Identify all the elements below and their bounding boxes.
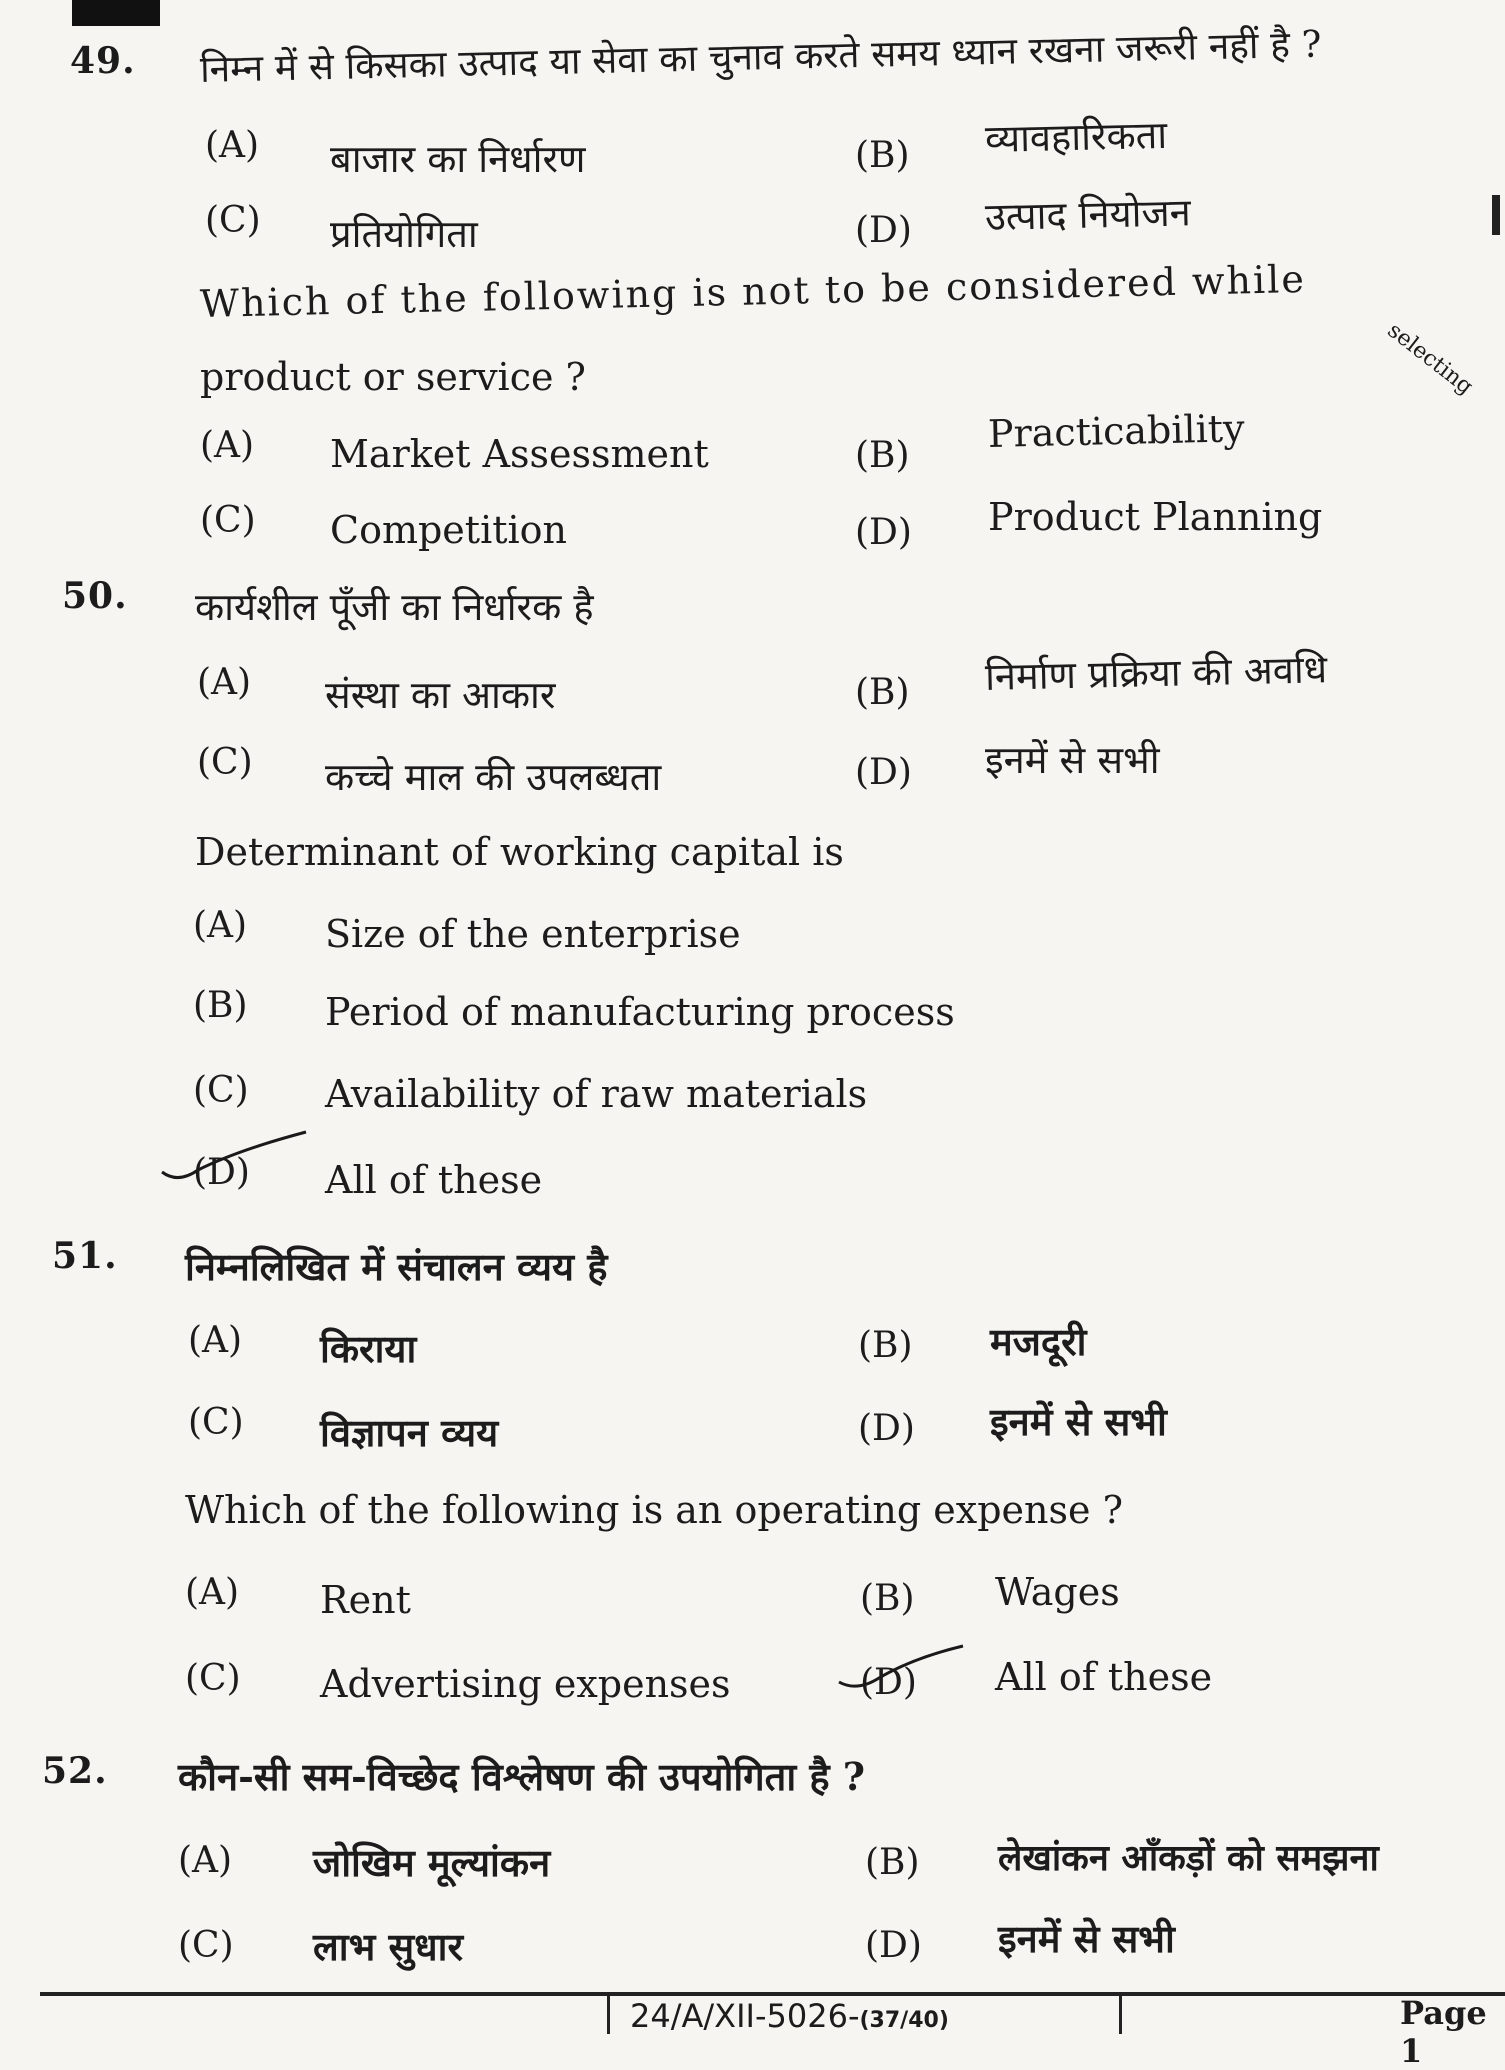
- option-english: Competition: [330, 508, 567, 552]
- option-label: (D): [860, 1662, 917, 1703]
- option-english: Advertising expenses: [320, 1662, 731, 1706]
- answer-tick-mark: [835, 1640, 965, 1700]
- option-label: (D): [855, 210, 912, 251]
- option-label: (B): [855, 672, 910, 713]
- option-label: (C): [200, 500, 256, 541]
- option-english: Availability of raw materials: [325, 1072, 868, 1116]
- option-label: (D): [858, 1408, 915, 1449]
- option-label: (C): [178, 1925, 234, 1966]
- option-label: (A): [200, 425, 255, 466]
- corner-mark: [72, 0, 160, 26]
- option-english: Size of the enterprise: [325, 912, 741, 956]
- option-hindi: निर्माण प्रक्रिया की अवधि: [984, 647, 1328, 699]
- paper-code: [607, 1996, 1122, 2034]
- option-english: Market Assessment: [330, 432, 709, 476]
- answer-tick-mark: [158, 1130, 308, 1190]
- option-label: (D): [865, 1925, 922, 1966]
- question-hindi: कौन-सी सम-विच्छेद विश्लेषण की उपयोगिता है ?: [178, 1754, 866, 1799]
- option-label: (B): [855, 435, 910, 476]
- option-hindi: संस्था का आकार: [325, 673, 556, 717]
- option-label: (D): [855, 752, 912, 793]
- option-label: (D): [855, 512, 912, 553]
- option-hindi: इनमें से सभी: [985, 738, 1160, 782]
- option-label: (A): [178, 1840, 233, 1881]
- option-hindi: विज्ञापन व्यय: [320, 1410, 499, 1455]
- page-number: Page 1: [1400, 1994, 1487, 2070]
- margin-mark: [1492, 195, 1500, 235]
- option-label: (B): [855, 135, 910, 176]
- option-label: (C): [197, 742, 253, 783]
- option-label: (A): [205, 125, 260, 166]
- option-label: (C): [188, 1402, 244, 1443]
- option-label: (C): [185, 1658, 241, 1699]
- option-english: Practicability: [987, 406, 1245, 456]
- question-english: product or service ?: [200, 355, 586, 399]
- question-hindi: कार्यशील पूँजी का निर्धारक है: [195, 585, 594, 629]
- option-hindi: इनमें से सभी: [990, 1399, 1167, 1444]
- option-hindi: इनमें से सभी: [998, 1916, 1175, 1961]
- option-hindi: प्रतियोगिता: [330, 212, 478, 256]
- option-english: All of these: [325, 1158, 543, 1202]
- option-english: All of these: [995, 1655, 1213, 1699]
- option-english: Rent: [320, 1578, 411, 1622]
- question-number: 49.: [70, 40, 136, 82]
- option-hindi: बाजार का निर्धारण: [330, 137, 586, 181]
- question-hindi: निम्नलिखित में संचालन व्यय है: [185, 1244, 608, 1289]
- paper-set: (37/40): [859, 2008, 949, 2033]
- question-english: Determinant of working capital is: [195, 830, 844, 874]
- question-number: 50.: [62, 575, 128, 617]
- question-number: 51.: [52, 1235, 118, 1277]
- option-label: (B): [865, 1842, 920, 1883]
- question-english: Which of the following is an operating expense ?: [185, 1488, 1123, 1532]
- option-english: Product Planning: [988, 495, 1323, 539]
- question-english-curled: selecting: [1382, 318, 1478, 400]
- question-number: 52.: [42, 1750, 108, 1792]
- option-label: (D): [193, 1152, 250, 1193]
- option-label: (B): [193, 985, 248, 1026]
- option-label: (A): [197, 662, 252, 703]
- option-hindi: मजदूरी: [990, 1319, 1087, 1364]
- question-english: Which of the following is not to be considered while: [199, 256, 1307, 326]
- question-hindi: निम्न में से किसका उत्पाद या सेवा का चुनाव करते समय ध्यान रखना जरूरी नहीं है ?: [199, 22, 1322, 91]
- option-hindi: लेखांकन आँकड़ों को समझना: [998, 1837, 1379, 1879]
- option-hindi: लाभ सुधार: [313, 1924, 463, 1969]
- option-label: (C): [193, 1070, 249, 1111]
- option-hindi: व्यावहारिकता: [984, 112, 1168, 161]
- option-label: (B): [860, 1578, 915, 1619]
- option-label: (A): [185, 1572, 240, 1613]
- option-label: (C): [205, 200, 261, 241]
- option-hindi: किराया: [320, 1326, 417, 1371]
- option-english: Period of manufacturing process: [325, 990, 955, 1034]
- paper-code-text: 24/A/XII-5026-: [630, 1997, 860, 2035]
- option-hindi: जोखिम मूल्यांकन: [313, 1840, 551, 1885]
- option-hindi: उत्पाद नियोजन: [984, 190, 1192, 239]
- option-label: (B): [858, 1325, 913, 1366]
- option-hindi: कच्चे माल की उपलब्धता: [325, 755, 662, 799]
- option-english: Wages: [995, 1570, 1120, 1614]
- option-label: (A): [188, 1320, 243, 1361]
- option-label: (A): [193, 905, 248, 946]
